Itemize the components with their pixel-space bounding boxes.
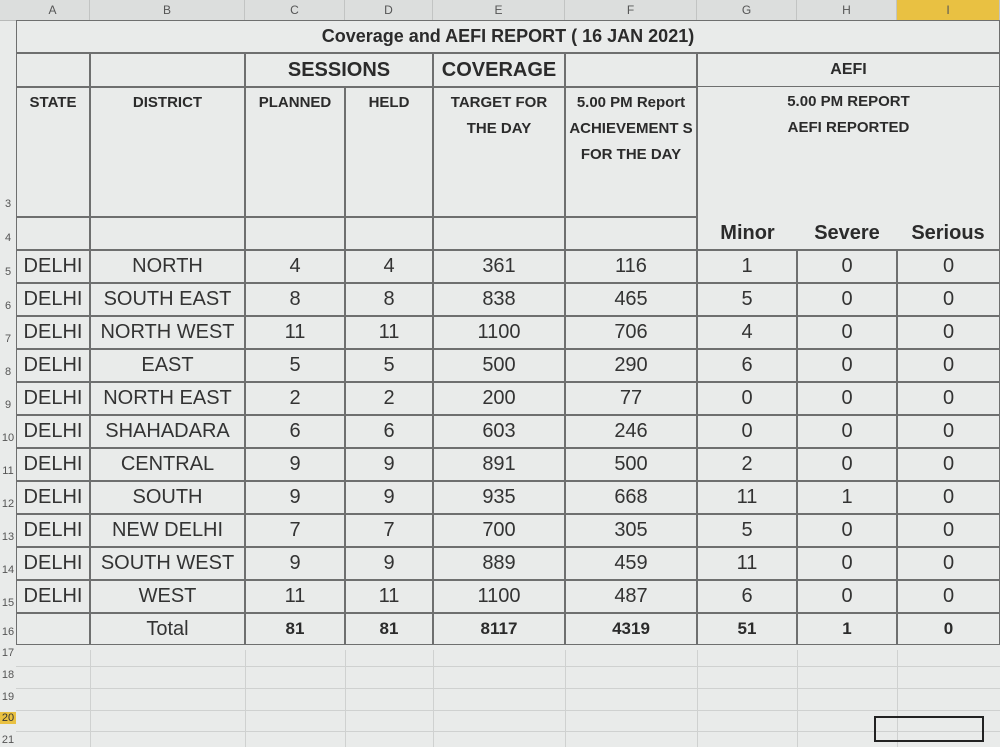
target-cell[interactable]: 1100 — [433, 580, 565, 613]
held-cell[interactable]: 7 — [345, 514, 433, 547]
total-severe[interactable]: 1 — [797, 613, 897, 645]
held-cell[interactable]: 5 — [345, 349, 433, 382]
sessions-group-header[interactable]: SESSIONS — [245, 53, 433, 87]
state-cell[interactable]: DELHI — [16, 547, 90, 580]
blank-cell[interactable] — [90, 217, 245, 250]
column-header-e[interactable]: E — [433, 0, 565, 20]
grid-line — [16, 731, 1000, 732]
achieved-cell[interactable]: 668 — [565, 481, 697, 514]
report-title[interactable]: Coverage and AEFI REPORT ( 16 JAN 2021) — [16, 20, 1000, 53]
severe-cell[interactable]: 1 — [797, 481, 897, 514]
total-label[interactable]: Total — [90, 613, 245, 645]
minor-cell[interactable]: 4 — [697, 316, 797, 349]
minor-cell[interactable]: 1 — [697, 250, 797, 283]
serious-cell[interactable]: 0 — [897, 382, 1000, 415]
held-cell[interactable]: 4 — [345, 250, 433, 283]
grid-line — [797, 650, 798, 747]
row-number-17[interactable]: 17 — [1, 647, 15, 659]
district-cell[interactable]: SOUTH WEST — [90, 547, 245, 580]
row-number-18[interactable]: 18 — [1, 669, 15, 681]
state-cell[interactable]: DELHI — [16, 481, 90, 514]
target-cell[interactable]: 889 — [433, 547, 565, 580]
row-number-8[interactable]: 8 — [4, 366, 12, 378]
blank-cell[interactable] — [16, 53, 90, 87]
column-header-a[interactable]: A — [16, 0, 90, 20]
achieved-cell[interactable]: 465 — [565, 283, 697, 316]
row-number-10[interactable]: 10 — [1, 432, 15, 444]
total-target[interactable]: 8117 — [433, 613, 565, 645]
planned-cell[interactable]: 7 — [245, 514, 345, 547]
district-cell[interactable]: NORTH WEST — [90, 316, 245, 349]
planned-cell[interactable]: 11 — [245, 580, 345, 613]
minor-cell[interactable]: 11 — [697, 547, 797, 580]
planned-cell[interactable]: 4 — [245, 250, 345, 283]
blank-cell[interactable] — [565, 217, 697, 250]
district-cell[interactable]: WEST — [90, 580, 245, 613]
minor-cell[interactable]: 11 — [697, 481, 797, 514]
blank-cell[interactable] — [345, 217, 433, 250]
active-cell-selection[interactable] — [874, 716, 984, 742]
state-cell[interactable]: DELHI — [16, 283, 90, 316]
row-number-9[interactable]: 9 — [4, 399, 12, 411]
district-cell[interactable]: SOUTH — [90, 481, 245, 514]
planned-cell[interactable]: 9 — [245, 481, 345, 514]
target-cell[interactable]: 500 — [433, 349, 565, 382]
column-header-d[interactable]: D — [345, 0, 433, 20]
blank-cell[interactable] — [16, 217, 90, 250]
minor-cell[interactable]: 0 — [697, 415, 797, 448]
planned-cell[interactable]: 6 — [245, 415, 345, 448]
planned-cell[interactable]: 9 — [245, 547, 345, 580]
row-number-16[interactable]: 16 — [1, 626, 15, 638]
severe-cell[interactable]: 0 — [797, 349, 897, 382]
state-column-header[interactable]: STATE — [16, 87, 90, 217]
row-number-12[interactable]: 12 — [1, 498, 15, 510]
target-cell[interactable]: 935 — [433, 481, 565, 514]
held-cell[interactable]: 11 — [345, 580, 433, 613]
planned-cell[interactable]: 9 — [245, 448, 345, 481]
held-cell[interactable]: 9 — [345, 481, 433, 514]
row-number-3[interactable]: 3 — [4, 198, 12, 210]
column-header-i[interactable]: I — [897, 0, 1000, 20]
serious-cell[interactable]: 0 — [897, 415, 1000, 448]
minor-cell[interactable]: 6 — [697, 349, 797, 382]
achievement-column-header[interactable]: 5.00 PM Report ACHIEVEMENT S FOR THE DAY — [565, 87, 697, 217]
state-cell[interactable]: DELHI — [16, 349, 90, 382]
row-number-5[interactable]: 5 — [4, 266, 12, 278]
total-achieved[interactable]: 4319 — [565, 613, 697, 645]
minor-cell[interactable]: 5 — [697, 514, 797, 547]
severe-cell[interactable]: 0 — [797, 415, 897, 448]
serious-column-header[interactable]: Serious — [897, 217, 1000, 250]
achieved-cell[interactable]: 290 — [565, 349, 697, 382]
state-cell[interactable]: DELHI — [16, 316, 90, 349]
district-cell[interactable]: SOUTH EAST — [90, 283, 245, 316]
planned-column-header[interactable]: PLANNED — [245, 87, 345, 217]
planned-cell[interactable]: 8 — [245, 283, 345, 316]
minor-cell[interactable]: 5 — [697, 283, 797, 316]
state-cell[interactable]: DELHI — [16, 250, 90, 283]
total-held[interactable]: 81 — [345, 613, 433, 645]
total-serious[interactable]: 0 — [897, 613, 1000, 645]
achieved-cell[interactable]: 487 — [565, 580, 697, 613]
serious-cell[interactable]: 0 — [897, 547, 1000, 580]
achieved-cell[interactable]: 459 — [565, 547, 697, 580]
row-number-11[interactable]: 11 — [2, 465, 14, 477]
aefi-group-header[interactable]: AEFI — [697, 53, 1000, 87]
serious-cell[interactable]: 0 — [897, 580, 1000, 613]
serious-cell[interactable]: 0 — [897, 448, 1000, 481]
column-header-g[interactable]: G — [697, 0, 797, 20]
target-cell[interactable]: 891 — [433, 448, 565, 481]
blank-cell[interactable] — [245, 217, 345, 250]
target-column-header[interactable]: TARGET FOR THE DAY — [433, 87, 565, 217]
held-cell[interactable]: 2 — [345, 382, 433, 415]
blank-cell[interactable] — [565, 53, 697, 87]
row-number-7[interactable]: 7 — [4, 333, 12, 345]
district-cell[interactable]: NEW DELHI — [90, 514, 245, 547]
planned-cell[interactable]: 11 — [245, 316, 345, 349]
planned-cell[interactable]: 5 — [245, 349, 345, 382]
grid-line — [697, 650, 698, 747]
row-number-4[interactable]: 4 — [4, 232, 12, 244]
row-number-19[interactable]: 19 — [1, 691, 15, 703]
held-cell[interactable]: 9 — [345, 448, 433, 481]
row-number-13[interactable]: 13 — [1, 531, 15, 543]
state-cell[interactable]: DELHI — [16, 382, 90, 415]
grid-line — [16, 710, 1000, 711]
planned-cell[interactable]: 2 — [245, 382, 345, 415]
minor-cell[interactable]: 0 — [697, 382, 797, 415]
serious-cell[interactable]: 0 — [897, 481, 1000, 514]
severe-cell[interactable]: 0 — [797, 250, 897, 283]
target-cell[interactable]: 1100 — [433, 316, 565, 349]
grid-line — [433, 650, 434, 747]
row-number-15[interactable]: 15 — [1, 597, 15, 609]
achieved-cell[interactable]: 706 — [565, 316, 697, 349]
coverage-group-header[interactable]: COVERAGE — [433, 53, 565, 87]
state-cell[interactable]: DELHI — [16, 448, 90, 481]
grid-line — [16, 688, 1000, 689]
severe-cell[interactable]: 0 — [797, 580, 897, 613]
column-header-f[interactable]: F — [565, 0, 697, 20]
minor-cell[interactable]: 6 — [697, 580, 797, 613]
serious-cell[interactable]: 0 — [897, 316, 1000, 349]
target-cell[interactable]: 838 — [433, 283, 565, 316]
minor-cell[interactable]: 2 — [697, 448, 797, 481]
held-cell[interactable]: 11 — [345, 316, 433, 349]
district-cell[interactable]: NORTH EAST — [90, 382, 245, 415]
achieved-cell[interactable]: 305 — [565, 514, 697, 547]
held-cell[interactable]: 8 — [345, 283, 433, 316]
district-column-header[interactable]: DISTRICT — [90, 87, 245, 217]
district-cell[interactable]: EAST — [90, 349, 245, 382]
achieved-cell[interactable]: 500 — [565, 448, 697, 481]
severe-cell[interactable]: 0 — [797, 448, 897, 481]
column-header-b[interactable]: B — [90, 0, 245, 20]
minor-column-header[interactable]: Minor — [697, 217, 797, 250]
severe-cell[interactable]: 0 — [797, 514, 897, 547]
grid-line — [90, 650, 91, 747]
serious-cell[interactable]: 0 — [897, 349, 1000, 382]
target-cell[interactable]: 200 — [433, 382, 565, 415]
severe-cell[interactable]: 0 — [797, 316, 897, 349]
severe-cell[interactable]: 0 — [797, 547, 897, 580]
district-cell[interactable]: NORTH — [90, 250, 245, 283]
grid-line — [565, 650, 566, 747]
held-cell[interactable]: 6 — [345, 415, 433, 448]
column-header-c[interactable]: C — [245, 0, 345, 20]
state-cell[interactable]: DELHI — [16, 514, 90, 547]
row-number-14[interactable]: 14 — [1, 564, 15, 576]
total-planned[interactable]: 81 — [245, 613, 345, 645]
row-number-6[interactable]: 6 — [4, 300, 12, 312]
achieved-cell[interactable]: 116 — [565, 250, 697, 283]
severe-cell[interactable]: 0 — [797, 283, 897, 316]
total-minor[interactable]: 51 — [697, 613, 797, 645]
target-cell[interactable]: 603 — [433, 415, 565, 448]
spreadsheet-grid — [16, 20, 1000, 747]
row-number-21[interactable]: 21 — [1, 734, 15, 746]
column-header-bar — [0, 0, 1000, 21]
district-cell[interactable]: CENTRAL — [90, 448, 245, 481]
grid-line — [345, 650, 346, 747]
aefi-column-header[interactable]: 5.00 PM REPORT AEFI REPORTED — [697, 87, 1000, 217]
district-cell[interactable]: SHAHADARA — [90, 415, 245, 448]
serious-cell[interactable]: 0 — [897, 514, 1000, 547]
achieved-cell[interactable]: 77 — [565, 382, 697, 415]
target-cell[interactable]: 700 — [433, 514, 565, 547]
column-header-h[interactable]: H — [797, 0, 897, 20]
held-cell[interactable]: 9 — [345, 547, 433, 580]
state-cell[interactable]: DELHI — [16, 580, 90, 613]
blank-cell[interactable] — [433, 217, 565, 250]
serious-cell[interactable]: 0 — [897, 283, 1000, 316]
row-header-bar — [0, 20, 16, 747]
blank-cell[interactable] — [90, 53, 245, 87]
severe-column-header[interactable]: Severe — [797, 217, 897, 250]
blank-cell[interactable] — [16, 613, 90, 645]
serious-cell[interactable]: 0 — [897, 250, 1000, 283]
grid-line — [16, 666, 1000, 667]
state-cell[interactable]: DELHI — [16, 415, 90, 448]
severe-cell[interactable]: 0 — [797, 382, 897, 415]
row-number-20[interactable]: 20 — [1, 712, 15, 724]
grid-line — [245, 650, 246, 747]
target-cell[interactable]: 361 — [433, 250, 565, 283]
achieved-cell[interactable]: 246 — [565, 415, 697, 448]
held-column-header[interactable]: HELD — [345, 87, 433, 217]
